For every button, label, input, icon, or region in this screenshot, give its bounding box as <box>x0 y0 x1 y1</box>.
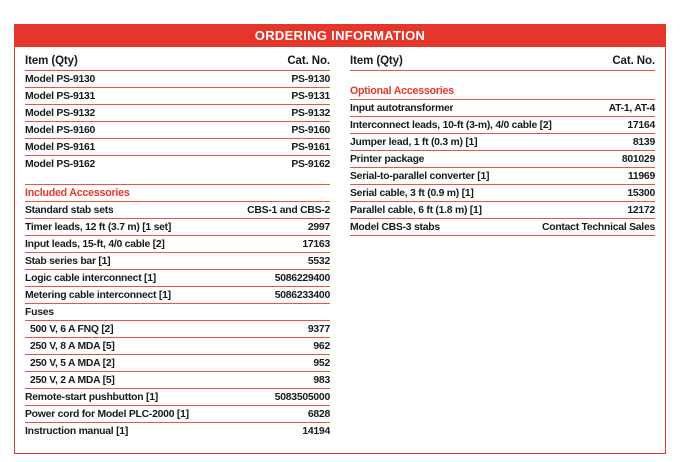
item-cell: Instruction manual [1] <box>25 426 129 437</box>
table-title: ORDERING INFORMATION <box>254 28 426 43</box>
table-row <box>25 202 330 219</box>
table-row <box>25 122 330 139</box>
item-cell: 250 V, 8 A MDA [5] <box>30 340 115 352</box>
cat-no-cell: 5086229400 <box>274 272 330 284</box>
table-row <box>25 389 330 406</box>
column-left <box>25 51 330 440</box>
item-cell: Input autotransformer <box>350 102 454 114</box>
table-row <box>25 139 330 156</box>
item-cell: Model PS-9162 <box>25 159 96 170</box>
cat-no-cell: AT-1, AT-4 <box>608 102 655 114</box>
table-row <box>25 105 330 122</box>
table-row <box>25 253 330 270</box>
cat-no-cell: 801029 <box>621 153 655 165</box>
table-row <box>25 355 330 372</box>
table-columns <box>15 47 665 440</box>
table-row <box>25 372 330 389</box>
cat-no-cell: 14194 <box>302 426 330 437</box>
table-row <box>350 100 655 117</box>
column-right <box>350 51 655 440</box>
cat-no-cell: 15300 <box>627 187 655 199</box>
item-cell: Stab series bar [1] <box>25 255 111 267</box>
cat-no-cell: 12172 <box>627 204 655 216</box>
fuses-group-label: Fuses <box>25 306 54 318</box>
cat-no-cell: 8139 <box>632 136 655 148</box>
cat-no-cell: 6828 <box>307 408 330 420</box>
item-cell: Interconnect leads, 10-ft (3-m), 4/0 cable [2] <box>350 119 552 131</box>
item-cell: Model PS-9131 <box>25 90 96 102</box>
table-row <box>350 117 655 134</box>
cat-no-cell: 5083505000 <box>274 391 330 403</box>
item-qty-header: Item (Qty) <box>25 55 78 67</box>
item-cell: Model PS-9160 <box>25 124 96 136</box>
cat-no-cell: Contact Technical Sales <box>541 221 655 233</box>
table-row <box>25 287 330 304</box>
cat-no-cell: 983 <box>313 374 330 386</box>
item-cell: Parallel cable, 6 ft (1.8 m) [1] <box>350 204 482 216</box>
cat-no-cell: 5532 <box>307 255 330 267</box>
item-cell: Power cord for Model PLC-2000 [1] <box>25 408 189 420</box>
cat-no-cell: 9377 <box>307 323 330 335</box>
item-cell: Remote-start pushbutton [1] <box>25 391 158 403</box>
item-cell: 250 V, 2 A MDA [5] <box>30 374 115 386</box>
cat-no-cell: PS-9130 <box>291 73 330 85</box>
cat-no-cell: 2997 <box>307 221 330 233</box>
table-row <box>350 151 655 168</box>
table-row <box>350 168 655 185</box>
item-qty-header: Item (Qty) <box>350 55 403 67</box>
cat-no-cell: 17164 <box>627 119 655 131</box>
table-row <box>25 270 330 287</box>
column-header-right <box>350 51 655 71</box>
table-row <box>350 185 655 202</box>
table-row <box>25 321 330 338</box>
item-cell: Logic cable interconnect [1] <box>25 272 156 284</box>
item-cell: Standard stab sets <box>25 204 114 216</box>
item-cell: Input leads, 15-ft, 4/0 cable [2] <box>25 238 165 250</box>
table-row <box>25 406 330 423</box>
item-cell: Jumper lead, 1 ft (0.3 m) [1] <box>350 136 478 148</box>
cat-no-cell: PS-9162 <box>291 159 330 170</box>
cat-no-cell: PS-9131 <box>291 90 330 102</box>
item-cell: Model PS-9132 <box>25 107 96 119</box>
table-row <box>350 219 655 236</box>
section-title-included-accessories: Included Accessories <box>25 185 330 202</box>
ordering-information-table <box>14 24 666 454</box>
section-gap <box>25 173 330 185</box>
item-cell: 250 V, 5 A MDA [2] <box>30 357 115 369</box>
item-cell: Model PS-9161 <box>25 141 96 153</box>
cat-no-header: Cat. No. <box>612 55 655 67</box>
table-row <box>25 219 330 236</box>
item-cell: Metering cable interconnect [1] <box>25 289 171 301</box>
item-cell: Serial-to-parallel converter [1] <box>350 170 490 182</box>
table-row <box>25 88 330 105</box>
table-row <box>25 338 330 355</box>
cat-no-cell: 11969 <box>627 170 655 182</box>
cat-no-cell: PS-9132 <box>291 107 330 119</box>
cat-no-cell: 17163 <box>302 238 330 250</box>
table-row <box>25 423 330 440</box>
table-row <box>350 202 655 219</box>
table-row <box>25 156 330 173</box>
cat-no-cell: CBS-1 and CBS-2 <box>247 204 330 216</box>
fuses-group-label-row <box>25 304 330 321</box>
item-cell: 500 V, 6 A FNQ [2] <box>30 323 114 335</box>
cat-no-cell: 952 <box>313 357 330 369</box>
item-cell: Printer package <box>350 153 425 165</box>
cat-no-cell: 5086233400 <box>274 289 330 301</box>
table-row <box>25 236 330 253</box>
cat-no-cell: PS-9160 <box>291 124 330 136</box>
cat-no-cell: PS-9161 <box>291 141 330 153</box>
column-header-left <box>25 51 330 71</box>
table-title-banner <box>15 25 665 47</box>
section-title-optional-accessories: Optional Accessories <box>350 83 655 100</box>
item-cell: Serial cable, 3 ft (0.9 m) [1] <box>350 187 474 199</box>
table-row <box>25 71 330 88</box>
table-row <box>350 134 655 151</box>
cat-no-header: Cat. No. <box>287 55 330 67</box>
item-cell: Model CBS-3 stabs <box>350 221 440 233</box>
item-cell: Model PS-9130 <box>25 73 96 85</box>
cat-no-cell: 962 <box>313 340 330 352</box>
item-cell: Timer leads, 12 ft (3.7 m) [1 set] <box>25 221 172 233</box>
section-gap <box>350 71 655 83</box>
